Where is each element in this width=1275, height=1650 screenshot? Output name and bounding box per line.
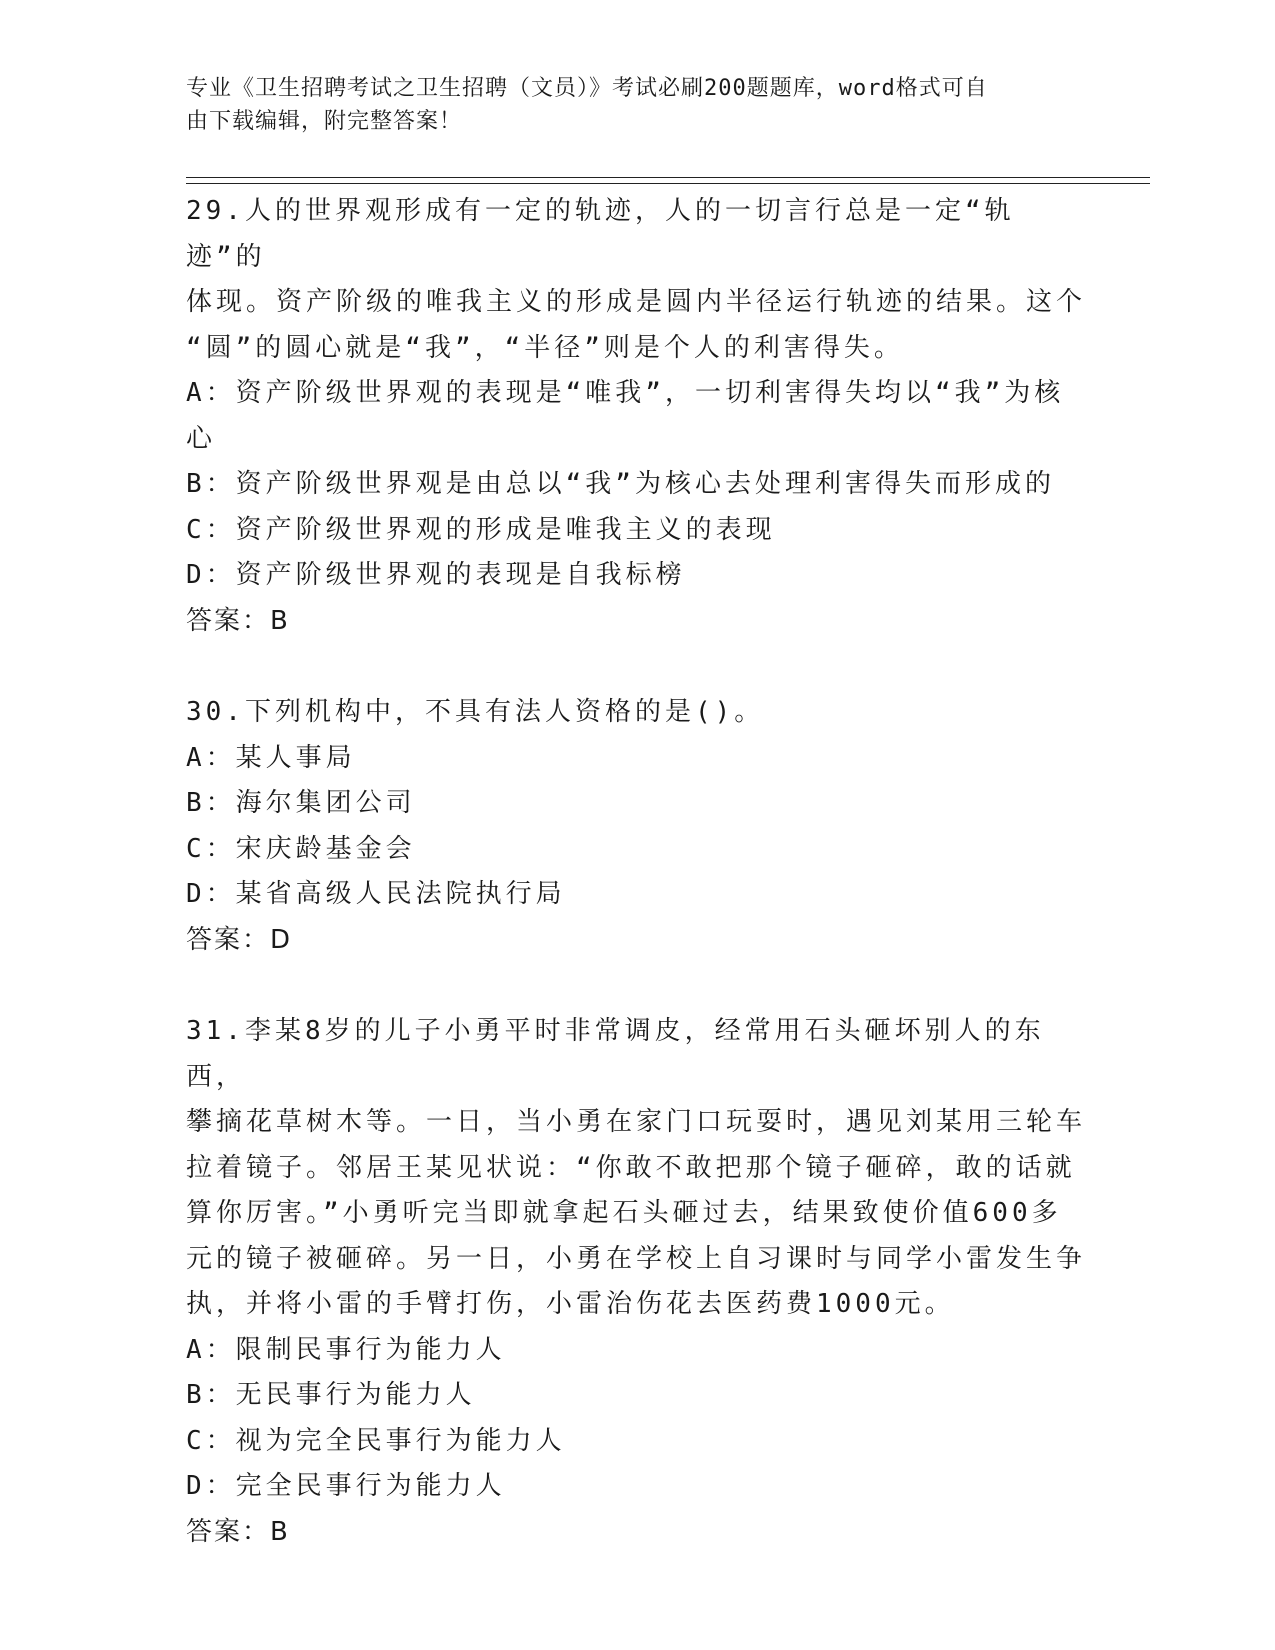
header-divider [186, 177, 1150, 178]
question-31 [186, 1009, 1086, 1555]
option-c: C：视为完全民事行为能力人 [186, 1425, 566, 1456]
question-stem-line: “圆”的圆心就是“我”，“半径”则是个人的利害得失。 [186, 332, 904, 363]
answer: 答案：D [186, 924, 293, 955]
question-stem-line: 31.李某8岁的儿子小勇平时非常调皮，经常用石头砸坏别人的东西， [186, 1016, 1045, 1092]
question-stem-line: 算你厉害。”小勇听完当即就拿起石头砸过去，结果致使价值600多 [186, 1198, 1062, 1228]
header-line: 由下载编辑，附完整答案！ [186, 109, 463, 134]
option-b: B：无民事行为能力人 [186, 1380, 476, 1410]
header-line: 专业《卫生招聘考试之卫生招聘（文员）》考试必刷200题题库，word格式可自 [186, 76, 988, 101]
question-stem-line: 执，并将小雷的手臂打伤，小雷治伤花去医药费1000元。 [186, 1289, 955, 1319]
option-a-continued: 心 [186, 423, 217, 454]
question-stem-line: 元的镜子被砸碎。另一日，小勇在学校上自习课时与同学小雷发生争 [186, 1243, 1087, 1274]
option-a: A：资产阶级世界观的表现是“唯我”，一切利害得失均以“我”为核 [186, 378, 1065, 408]
answer: 答案：B [186, 605, 290, 636]
question-stem-line: 体现。资产阶级的唯我主义的形成是圆内半径运行轨迹的结果。这个 [186, 287, 1087, 317]
option-a: A：限制民事行为能力人 [186, 1334, 506, 1365]
answer: 答案：B [186, 1516, 290, 1547]
question-stem-line: 30.下列机构中，不具有法人资格的是()。 [186, 697, 765, 727]
question-stem-line: 29.人的世界观形成有一定的轨迹，人的一切言行总是一定“轨迹”的 [186, 196, 1015, 272]
question-stem-line: 拉着镜子。邻居王某见状说：“你敢不敢把那个镜子砸碎，敢的话就 [186, 1152, 1076, 1183]
option-a: A：某人事局 [186, 742, 356, 773]
option-d: D：资产阶级世界观的表现是自我标榜 [186, 560, 686, 590]
question-30 [186, 690, 1086, 963]
option-c: C：宋庆龄基金会 [186, 833, 416, 864]
header-divider [186, 183, 1150, 184]
question-29 [186, 189, 1086, 644]
option-b: B：资产阶级世界观是由总以“我”为核心去处理利害得失而形成的 [186, 469, 1055, 499]
option-c: C：资产阶级世界观的形成是唯我主义的表现 [186, 514, 776, 545]
document-header [186, 72, 1066, 138]
question-stem-line: 攀摘花草树木等。一日，当小勇在家门口玩耍时，遇见刘某用三轮车 [186, 1107, 1087, 1137]
option-d: D：完全民事行为能力人 [186, 1471, 506, 1501]
option-d: D：某省高级人民法院执行局 [186, 879, 566, 909]
option-b: B：海尔集团公司 [186, 788, 416, 818]
question-list [186, 189, 1086, 1601]
